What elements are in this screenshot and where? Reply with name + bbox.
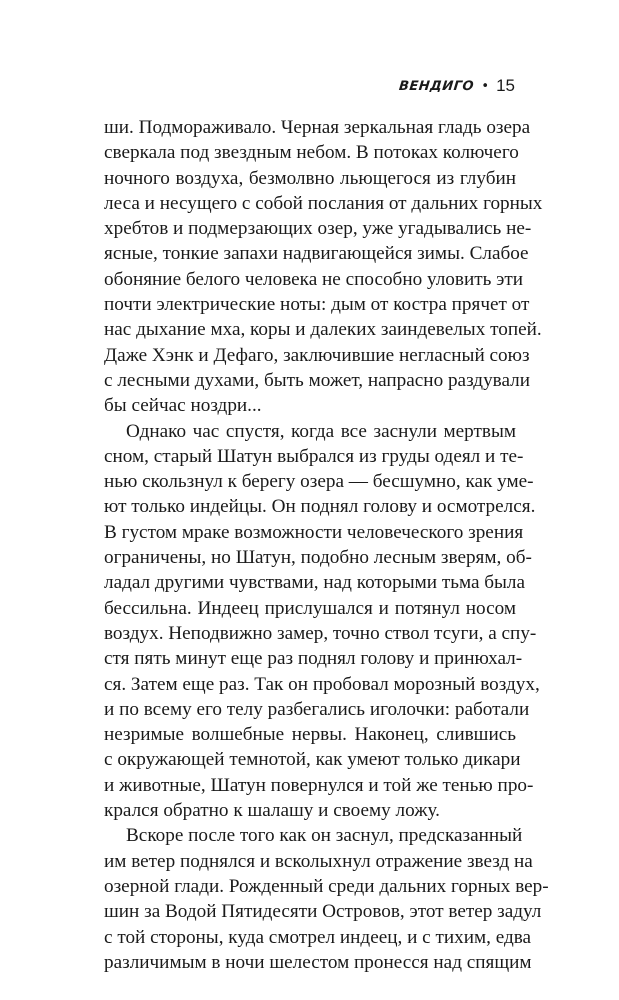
- text-line: с окружающей темнотой, как умеют только дикари: [104, 749, 521, 771]
- running-title: ВЕНДИГО: [398, 78, 476, 94]
- text-line: Даже Хэнк и Дефаго, заключившие негласный союз: [104, 344, 530, 366]
- text-line: воздух. Неподвижно замер, точно ствол тсуги, а спу-: [104, 622, 537, 644]
- page-number: 15: [496, 76, 515, 95]
- text-line: сном, старый Шатун выбрался из груды одеял и те-: [104, 445, 524, 467]
- text-line: им ветер поднялся и всколыхнул отражение звезд на: [104, 850, 533, 872]
- text-line: с лесными духами, быть может, напрасно раздували: [104, 369, 531, 391]
- text-line: сверкала под звездным небом. В потоках колючего: [104, 142, 519, 164]
- text-line: ясные, тонкие запахи надвигающейся зимы. Слабое: [104, 243, 529, 265]
- text-line: ся. Затем еще раз. Так он пробовал морозный воздух,: [104, 673, 540, 695]
- text-line: ночного воздуха, безмолвно льющегося из глубин: [104, 167, 516, 189]
- running-head: [399, 76, 515, 96]
- text-line: леса и несущего с собой послания от дальних горных: [104, 192, 543, 214]
- text-line: шин за Водой Пятидесяти Островов, этот ветер задул: [104, 901, 542, 923]
- text-line: ограничены, но Шатун, подобно лесным зверям, об-: [104, 547, 532, 569]
- text-line: нью скользнул к берегу озера — бесшумно, как уме-: [104, 471, 534, 493]
- text-line: обоняние белого человека не способно уловить эти: [104, 268, 524, 290]
- text-line: и по всему его телу разбегались иголочки: работали: [104, 698, 530, 720]
- text-line: нас дыхание мха, коры и далеких заиндевелых топей.: [104, 319, 542, 341]
- text-line: бессильна. Индеец прислушался и потянул носом: [104, 597, 516, 619]
- text-line: ладал другими чувствами, над которыми тьма была: [104, 572, 526, 594]
- text-line: ют только индейцы. Он поднял голову и осмотрелся.: [104, 496, 536, 518]
- text-line: В густом мраке возможности человеческого зрения: [104, 521, 524, 543]
- text-line: озерной глади. Рожденный среди дальних горных вер-: [104, 875, 549, 897]
- bullet-separator: •: [481, 78, 490, 94]
- text-line: почти электрические ноты: дым от костра прячет от: [104, 294, 530, 316]
- text-line: хребтов и подмерзающих озер, уже угадывались не-: [104, 218, 532, 240]
- text-line: ши. Подмораживало. Черная зеркальная гладь озера: [104, 117, 531, 138]
- text-line: стя пять минут еще раз поднял голову и принюхал-: [104, 648, 523, 670]
- text-line: крался обратно к шалашу и своему ложу.: [104, 800, 440, 822]
- body-text: [104, 115, 549, 975]
- text-line: Вскоре после того как он заснул, предсказанный: [126, 825, 523, 847]
- text-line: Однако час спустя, когда все заснули мертвым: [126, 420, 516, 442]
- text-line: бы сейчас ноздри...: [104, 395, 262, 417]
- text-line: и животные, Шатун повернулся и той же тенью про-: [104, 774, 534, 796]
- text-line: с той стороны, куда смотрел индеец, и с тихим, едва: [104, 926, 532, 948]
- text-line: различимым в ночи шелестом пронесся над спящим: [104, 951, 532, 973]
- text-line: незримые волшебные нервы. Наконец, слившись: [104, 724, 516, 746]
